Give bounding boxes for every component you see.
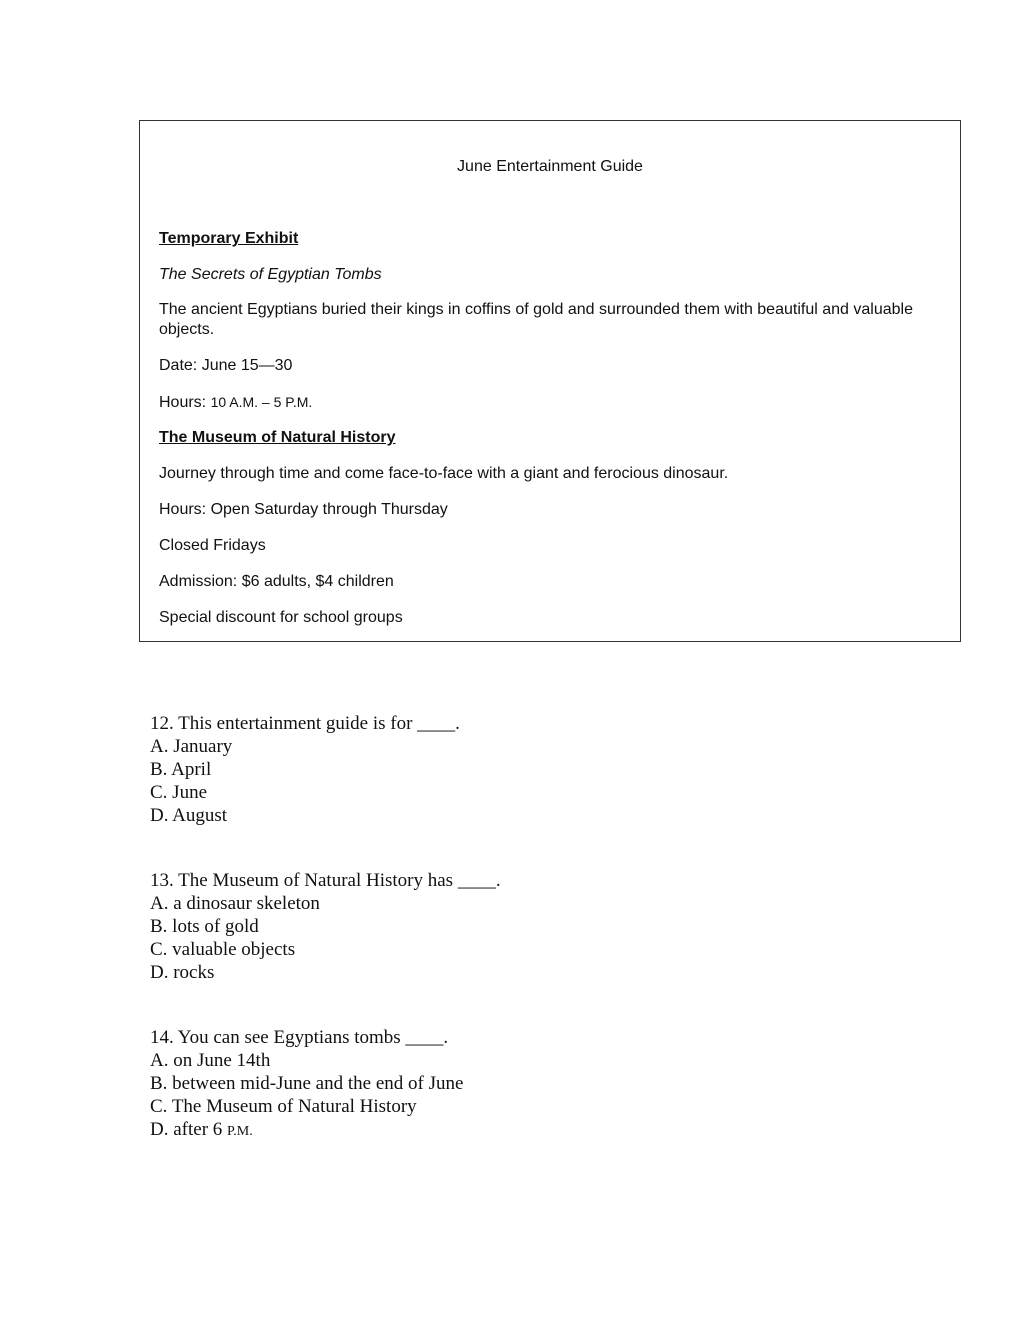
answer-option-time: P.M. <box>227 1124 253 1139</box>
museum-description: Journey through time and come face-to-face with a giant and ferocious dinosaur. <box>159 465 729 482</box>
answer-option: C. June <box>150 782 207 803</box>
exhibit-date: Date: June 15—30 <box>159 357 293 374</box>
guide-title: June Entertainment Guide <box>457 158 643 175</box>
museum-discount: Special discount for school groups <box>159 609 403 626</box>
exhibit-description: The ancient Egyptians buried their kings in coffins of gold and surrounded them with beautiful and valuable objects. <box>159 301 913 338</box>
question-13 <box>150 869 501 984</box>
answer-option: A. January <box>150 736 233 757</box>
question-stem: 14. You can see Egyptians tombs ____. <box>150 1027 449 1048</box>
museum-admission: Admission: $6 adults, $4 children <box>159 573 394 590</box>
answer-option-prefix: D. after 6 <box>150 1119 228 1140</box>
exhibit-name: The Secrets of Egyptian Tombs <box>159 266 382 283</box>
entertainment-guide-box <box>139 120 961 642</box>
exhibit-hours-label: Hours: <box>159 394 211 411</box>
answer-option <box>150 1118 501 1143</box>
question-stem: 12. This entertainment guide is for ____. <box>150 713 460 734</box>
exhibit-hours-value: 10 A.M. – 5 P.M. <box>210 394 313 410</box>
museum-hours: Hours: Open Saturday through Thursday <box>159 501 448 518</box>
answer-option: A. on June 14th <box>150 1050 271 1071</box>
questions-section <box>150 712 501 1143</box>
answer-option: B. between mid-June and the end of June <box>150 1073 464 1094</box>
answer-option: A. a dinosaur skeleton <box>150 893 320 914</box>
museum-closed: Closed Fridays <box>159 537 266 554</box>
question-14 <box>150 1026 501 1143</box>
question-12 <box>150 712 501 827</box>
answer-option: C. valuable objects <box>150 939 296 960</box>
question-stem: 13. The Museum of Natural History has ____. <box>150 870 501 891</box>
answer-option: D. rocks <box>150 962 215 983</box>
museum-heading: The Museum of Natural History <box>159 429 396 446</box>
answer-option: B. April <box>150 759 212 780</box>
answer-option: C. The Museum of Natural History <box>150 1096 417 1117</box>
answer-option: B. lots of gold <box>150 916 259 937</box>
exhibit-heading: Temporary Exhibit <box>159 230 299 247</box>
exhibit-hours <box>159 392 944 413</box>
answer-option: D. August <box>150 805 228 826</box>
